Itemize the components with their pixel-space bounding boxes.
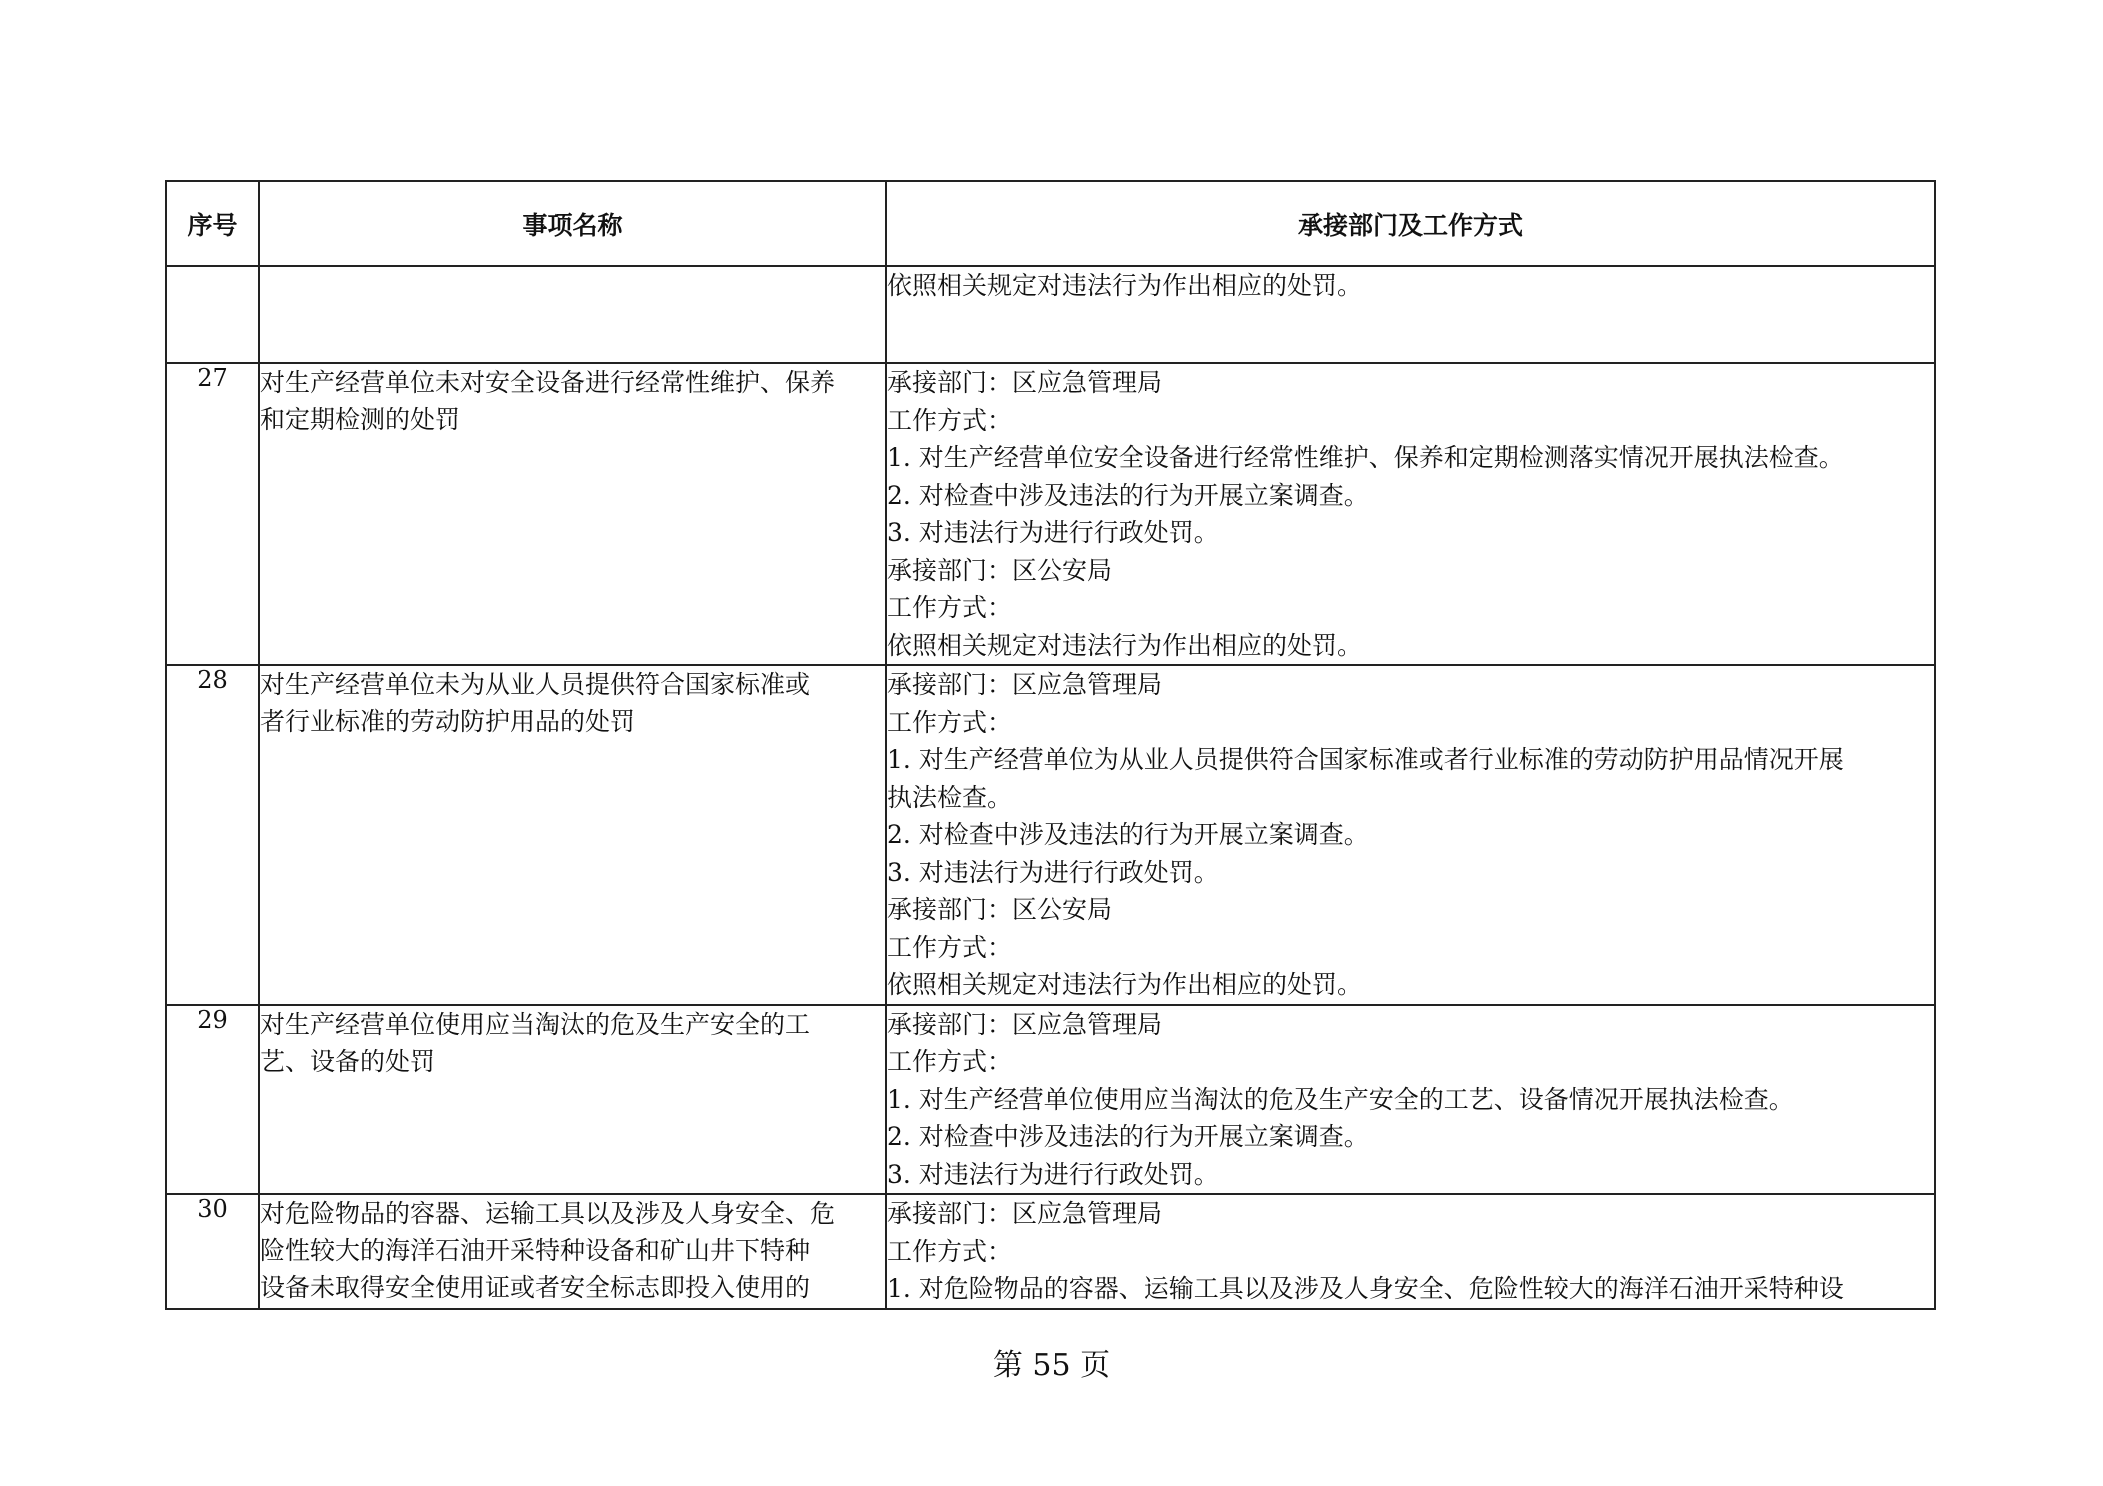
method-line: 承接部门：区公安局	[887, 555, 1113, 585]
item-name-line: 险性较大的海洋石油开采特种设备和矿山井下特种	[260, 1236, 811, 1265]
row-serial-number: 27	[166, 363, 259, 665]
row-department-method	[886, 363, 1935, 665]
row-serial-number	[166, 266, 259, 363]
method-line: 承接部门：区应急管理局	[887, 1009, 1163, 1039]
method-line: 承接部门：区应急管理局	[887, 1199, 1163, 1228]
row-item-name	[259, 363, 886, 665]
item-name-line: 艺、设备的处罚	[260, 1046, 436, 1076]
table-header-row	[166, 181, 1935, 266]
method-line: 1. 对危险物品的容器、运输工具以及涉及人身安全、危险性较大的海洋石油开采特种设	[887, 1274, 1844, 1303]
row-serial-number: 30	[166, 1194, 259, 1309]
method-line: 工作方式：	[887, 707, 1013, 737]
method-line: 依照相关规定对违法行为作出相应的处罚。	[887, 970, 1363, 999]
method-line: 依照相关规定对违法行为作出相应的处罚。	[887, 271, 1363, 300]
matters-table	[165, 180, 1936, 1310]
row-department-method	[886, 1005, 1935, 1195]
header-department-method: 承接部门及工作方式	[886, 181, 1935, 266]
method-line: 承接部门：区应急管理局	[887, 368, 1163, 397]
row-department-method	[886, 665, 1935, 1005]
item-name-line: 者行业标准的劳动防护用品的处罚	[260, 707, 636, 736]
method-line: 1. 对生产经营单位安全设备进行经常性维护、保养和定期检测落实情况开展执法检查。	[887, 443, 1844, 472]
method-line: 3. 对违法行为进行行政处罚。	[887, 857, 1219, 887]
row-serial-number: 29	[166, 1005, 259, 1195]
row-serial-number: 28	[166, 665, 259, 1005]
method-line: 依照相关规定对违法行为作出相应的处罚。	[887, 630, 1363, 660]
method-line: 工作方式：	[887, 405, 1013, 435]
row-department-method	[886, 266, 1935, 363]
method-line: 工作方式：	[887, 932, 1013, 962]
row-department-method	[886, 1194, 1935, 1309]
row-item-name	[259, 1194, 886, 1309]
item-name-line: 对生产经营单位未为从业人员提供符合国家标准或	[260, 670, 811, 699]
method-line: 工作方式：	[887, 1047, 1013, 1076]
row-item-name	[259, 266, 886, 363]
table-row	[166, 665, 1935, 1005]
method-line: 2. 对检查中涉及违法的行为开展立案调查。	[887, 820, 1369, 849]
method-line: 2. 对检查中涉及违法的行为开展立案调查。	[887, 480, 1369, 510]
item-name-line: 设备未取得安全使用证或者安全标志即投入使用的	[260, 1273, 811, 1302]
method-line: 3. 对违法行为进行行政处罚。	[887, 518, 1219, 547]
item-name-line: 和定期检测的处罚	[260, 405, 461, 434]
method-line: 工作方式：	[887, 1236, 1013, 1266]
item-name-line: 对危险物品的容器、运输工具以及涉及人身安全、危	[260, 1199, 836, 1228]
method-line: 执法检查。	[887, 782, 1013, 812]
page-number: 第 55 页	[992, 1348, 1111, 1383]
method-line: 承接部门：区公安局	[887, 895, 1113, 924]
method-line: 3. 对违法行为进行行政处罚。	[887, 1159, 1219, 1189]
method-line: 1. 对生产经营单位为从业人员提供符合国家标准或者行业标准的劳动防护用品情况开展	[887, 745, 1844, 774]
method-line: 工作方式：	[887, 593, 1013, 622]
header-item-name: 事项名称	[259, 181, 886, 266]
table-row	[166, 363, 1935, 665]
table-row	[166, 1005, 1935, 1195]
row-item-name	[259, 1005, 886, 1195]
method-line: 1. 对生产经营单位使用应当淘汰的危及生产安全的工艺、设备情况开展执法检查。	[887, 1084, 1794, 1114]
method-line: 2. 对检查中涉及违法的行为开展立案调查。	[887, 1122, 1369, 1151]
table-row	[166, 1194, 1935, 1309]
header-serial-number: 序号	[166, 181, 259, 266]
item-name-line: 对生产经营单位未对安全设备进行经常性维护、保养	[260, 368, 836, 397]
item-name-line: 对生产经营单位使用应当淘汰的危及生产安全的工	[260, 1009, 811, 1039]
method-line: 承接部门：区应急管理局	[887, 670, 1163, 699]
table-row	[166, 266, 1935, 363]
row-item-name	[259, 665, 886, 1005]
